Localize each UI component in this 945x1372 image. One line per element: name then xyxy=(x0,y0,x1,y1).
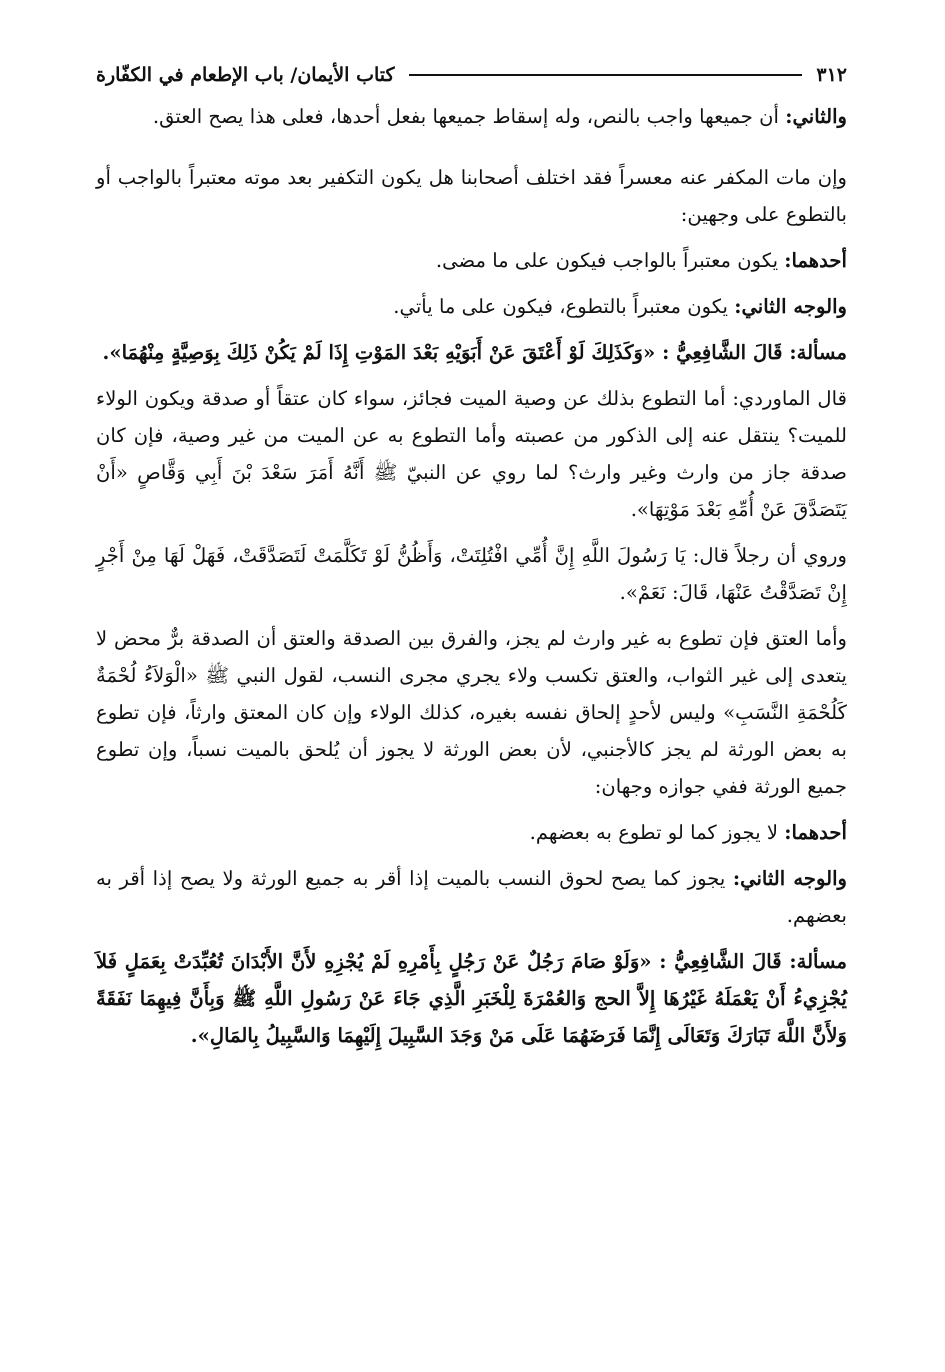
page-number: ٣١٢ xyxy=(816,64,847,86)
paragraph-text: وروي أن رجلاً قال: يَا رَسُولَ اللَّهِ إِنَّ أُمِّي افْتُلِتَتْ، وَأَظُنُّ لَوْ تَكَلَّمَتْ لَتَصَدَّقَتْ، فَهَلْ لَهَا مِنْ أَجْرٍ إِنْ تَصَدَّقْتُ عَنْهَا، قَالَ: نَعَمْ». xyxy=(96,544,847,604)
paragraph-text: لا يجوز كما لو تطوع به بعضهم. xyxy=(529,821,785,844)
running-title: كتاب الأيمان/ باب الإطعام في الكفّارة xyxy=(96,64,395,86)
masala-quote: «وَكَذَلِكَ لَوْ أَعْتَقَ عَنْ أَبَوَيْهِ بَعْدَ المَوْتِ إِذَا لَمْ يَكُنْ ذَلِكَ بِوَصِيَّةٍ مِنْهُمَا». xyxy=(102,341,663,364)
paragraph-lead: والثاني: xyxy=(785,105,847,128)
paragraph xyxy=(96,159,847,233)
masala-lead: مسألة: قَالَ الشَّافِعِيُّ : xyxy=(659,950,848,973)
paragraph-text: يكون معتبراً بالتطوع، فيكون على ما يأتي. xyxy=(393,295,735,318)
page-body xyxy=(96,98,847,1054)
masala-quote: «وَلَوْ صَامَ رَجُلٌ عَنْ رَجُلٍ بِأَمْرِهِ لَمْ يُجْزِهِ لأَنَّ الأَبْدَانَ تُعُبِّدَتْ بِعَمَلٍ فَلاَ يُجْزِيءُ أَنْ يَعْمَلَهُ غَيْرُهَا إِلاَّ الحج وَالعُمْرَةَ لِلْخَبَرِ الَّذِي جَاءَ عَنْ رَسُولِ اللَّهِ ﷺ وَبِأَنَّ فِيهِمَا نَفَقَةً وَلأَنَّ اللَّهَ تَبَارَكَ وَتَعَالَى إِنَّمَا فَرَضَهُمَا عَلَى مَنْ وَجَدَ السَّبِيلَ إِلَيْهِمَا وَالسَّبِيلُ بِالمَالِ». xyxy=(96,950,847,1047)
paragraph-text: أن جميعها واجب بالنص، وله إسقاط جميعها بفعل أحدها، فعلى هذا يصح العتق. xyxy=(152,105,786,128)
paragraph-lead: أحدهما: xyxy=(784,821,847,844)
header-rule xyxy=(409,74,803,76)
paragraph xyxy=(96,242,847,279)
paragraph xyxy=(96,814,847,851)
paragraph-lead: أحدهما: xyxy=(784,249,847,272)
masala-lead: مسألة: قَالَ الشَّافِعِيُّ : xyxy=(662,341,847,364)
paragraph-text: يجوز كما يصح لحوق النسب بالميت إذا أقر به جميع الورثة ولا يصح إذا أقر به بعضهم. xyxy=(96,867,847,927)
paragraph-text: وأما العتق فإن تطوع به غير وارث لم يجز، والفرق بين الصدقة والعتق أن الصدقة برٌّ محض لا يتعدى إلى غير الثواب، والعتق تكسب ولاء يجري مجرى النسب، لقول النبي ﷺ «الْوَلاَءُ لُحْمَةٌ كَلُحْمَةِ النَّسَبِ» وليس لأحدٍ إلحاق نفسه بغيره، كذلك الولاء وإن كان المعتق وارثاً، فإن تطوع به بعض الورثة لم يجز كالأجنبي، لأن بعض الورثة لا يجوز أن يُلحق بالميت نسباً، وإن تطوع جميع الورثة ففي جوازه وجهان: xyxy=(96,627,847,798)
paragraph-text: قال الماوردي: أما التطوع بذلك عن وصية الميت فجائز، سواء كان عتقاً أو صدقة ويكون الولاء للميت؟ ينتقل عنه إلى الذكور من عصبته وأما التطوع به عن الميت من غير وصية، فإن كان صدقة جاز من وارث وغير وارث؟ لما روي عن النبيّ ﷺ أَنَّهُ أَمَرَ سَعْدَ بْنَ أَبِي وَقَّاصٍ «أَنْ يَتَصَدَّقَ عَنْ أُمِّهِ بَعْدَ مَوْتِهَا». xyxy=(96,387,847,521)
paragraph xyxy=(96,620,847,805)
paragraph xyxy=(96,98,847,135)
paragraph-lead: والوجه الثاني: xyxy=(734,295,847,318)
paragraph xyxy=(96,380,847,528)
paragraph xyxy=(96,860,847,934)
masala-paragraph xyxy=(96,334,847,371)
paragraph xyxy=(96,288,847,325)
page-header xyxy=(96,58,847,92)
paragraph xyxy=(96,537,847,611)
paragraph-lead: والوجه الثاني: xyxy=(732,867,847,890)
paragraph-text: وإن مات المكفر عنه معسراً فقد اختلف أصحابنا هل يكون التكفير بعد موته معتبراً بالواجب أو بالتطوع على وجهين: xyxy=(96,166,847,226)
paragraph-text: يكون معتبراً بالواجب فيكون على ما مضى. xyxy=(435,249,785,272)
masala-paragraph xyxy=(96,943,847,1054)
